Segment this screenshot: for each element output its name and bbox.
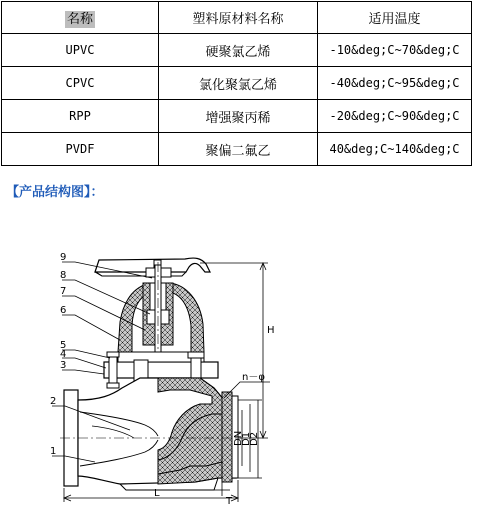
dimension-t-label: T (226, 496, 233, 507)
dimension-h-label: H (267, 325, 275, 336)
row-code: PVDF (2, 133, 159, 166)
row-material: 氯化聚氯乙烯 (159, 67, 318, 100)
row-material: 聚偏二氟乙 (159, 133, 318, 166)
dimension-dn-label: DN (233, 430, 244, 446)
dimension-d2-label: D2 (249, 431, 260, 446)
row-code: RPP (2, 100, 159, 133)
row-temperature: -10&deg;C~70&deg;C (318, 34, 472, 67)
row-temperature: 40&deg;C~140&deg;C (318, 133, 472, 166)
row-material: 增强聚丙稀 (159, 100, 318, 133)
dimension-bolt-holes-label: n－φ (242, 372, 265, 383)
header-name: 名称 (2, 2, 159, 34)
dimension-d1-label: D1 (241, 431, 252, 446)
row-temperature: -20&deg;C~90&deg;C (318, 100, 472, 133)
part-number-6: 6 (60, 305, 67, 316)
part-number-2: 2 (50, 396, 57, 407)
part-number-5: 5 (60, 340, 67, 351)
part-number-8: 8 (60, 270, 67, 281)
part-number-9: 9 (60, 252, 67, 263)
section-title: 【产品结构图】： (6, 185, 104, 200)
part-number-4: 4 (60, 349, 67, 360)
row-code: UPVC (2, 34, 159, 67)
row-code: CPVC (2, 67, 159, 100)
part-number-1: 1 (50, 446, 57, 457)
header-temperature: 适用温度 (318, 2, 472, 34)
handwheel (95, 258, 210, 277)
part-number-7: 7 (60, 286, 67, 297)
header-material: 塑料原材料名称 (159, 2, 318, 34)
part-number-3: 3 (60, 360, 67, 371)
valve-body (60, 378, 242, 490)
dimension-l-label: L (154, 488, 160, 499)
row-material: 硬聚氯乙烯 (159, 34, 318, 67)
row-temperature: -40&deg;C~95&deg;C (318, 67, 472, 100)
